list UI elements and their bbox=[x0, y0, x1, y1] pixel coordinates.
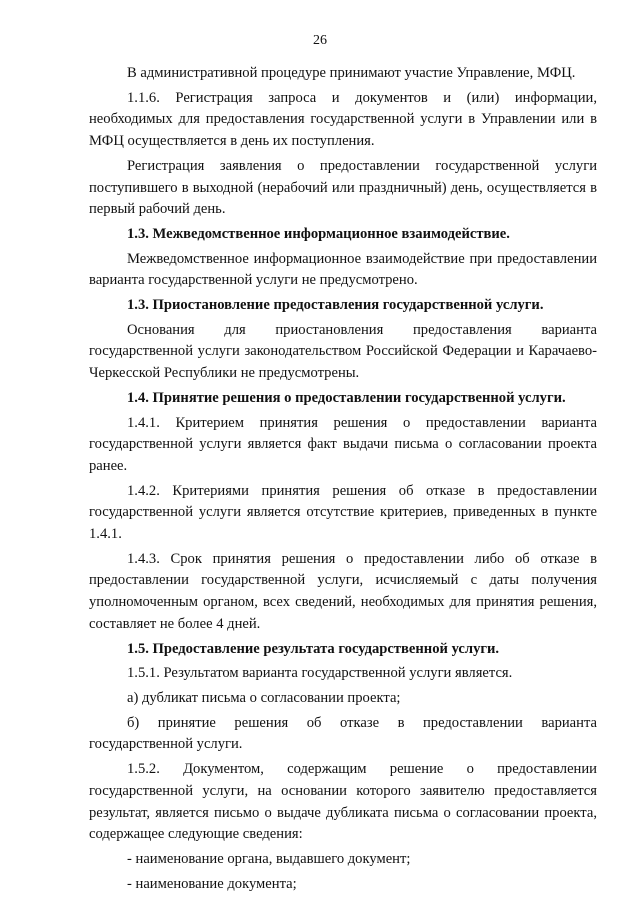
page-number: 26 bbox=[313, 33, 327, 48]
paragraph: 1.4.1. Критерием принятия решения о предоставлении варианта государственной услуги является факт выдачи письма о согласовании проекта ранее. bbox=[89, 414, 597, 474]
section-heading: 1.3. Межведомственное информационное взаимодействие. bbox=[127, 225, 510, 242]
paragraph: 1.4.2. Критериями принятия решения об отказе в предоставлении государственной услуги является отсутствие критериев, приведенных в пункте 1.4.1. bbox=[89, 482, 597, 543]
list-item: - наименование органа, выдавшего документ; bbox=[127, 850, 411, 867]
paragraph: Регистрация заявления о предоставлении государственной услуги поступившего в выходной (нерабочий или праздничный) день, осуществляется в первый рабочий день. bbox=[89, 157, 597, 218]
paragraph: 1.1.6. Регистрация запроса и документов и (или) информации, необходимых для предоставления государственной услуги в Управлении или в МФЦ осуществляется в день их поступления. bbox=[89, 89, 597, 150]
list-item: - наименование документа; bbox=[127, 875, 297, 892]
paragraph: 1.4.3. Срок принятия решения о предоставлении либо об отказе в предоставлении государственной услуги, исчисляемый с даты получения уполномоченным органом, всех сведений, необходимых для принятия решения, составляет не более 4 дней. bbox=[89, 550, 597, 632]
document-body bbox=[89, 63, 597, 898]
paragraph: б) принятие решения об отказе в предоставлении варианта государственной услуги. bbox=[89, 714, 597, 753]
section-heading: 1.3. Приостановление предоставления государственной услуги. bbox=[127, 297, 544, 314]
section-heading: 1.5. Предоставление результата государственной услуги. bbox=[127, 640, 500, 657]
paragraph: 1.5.1. Результатом варианта государственной услуги является. bbox=[127, 665, 513, 682]
paragraph: 1.5.2. Документом, содержащим решение о предоставлении государственной услуги, на основании которого заявителю предоставляется результат, является письмо о выдаче дубликата письма о согласовании проекта, содержащее следующие сведения: bbox=[89, 761, 597, 843]
paragraph: Основания для приостановления предоставления варианта государственной услуги законодательством Российской Федерации и Карачаево-Черкесской Республики не предусмотрены. bbox=[89, 321, 597, 382]
paragraph: а) дубликат письма о согласовании проекта; bbox=[127, 689, 401, 706]
paragraph: Межведомственное информационное взаимодействие при предоставлении варианта государственной услуги не предусмотрено. bbox=[89, 250, 597, 289]
section-heading: 1.4. Принятие решения о предоставлении государственной услуги. bbox=[127, 389, 566, 406]
paragraph: В административной процедуре принимают участие Управление, МФЦ. bbox=[127, 65, 576, 81]
